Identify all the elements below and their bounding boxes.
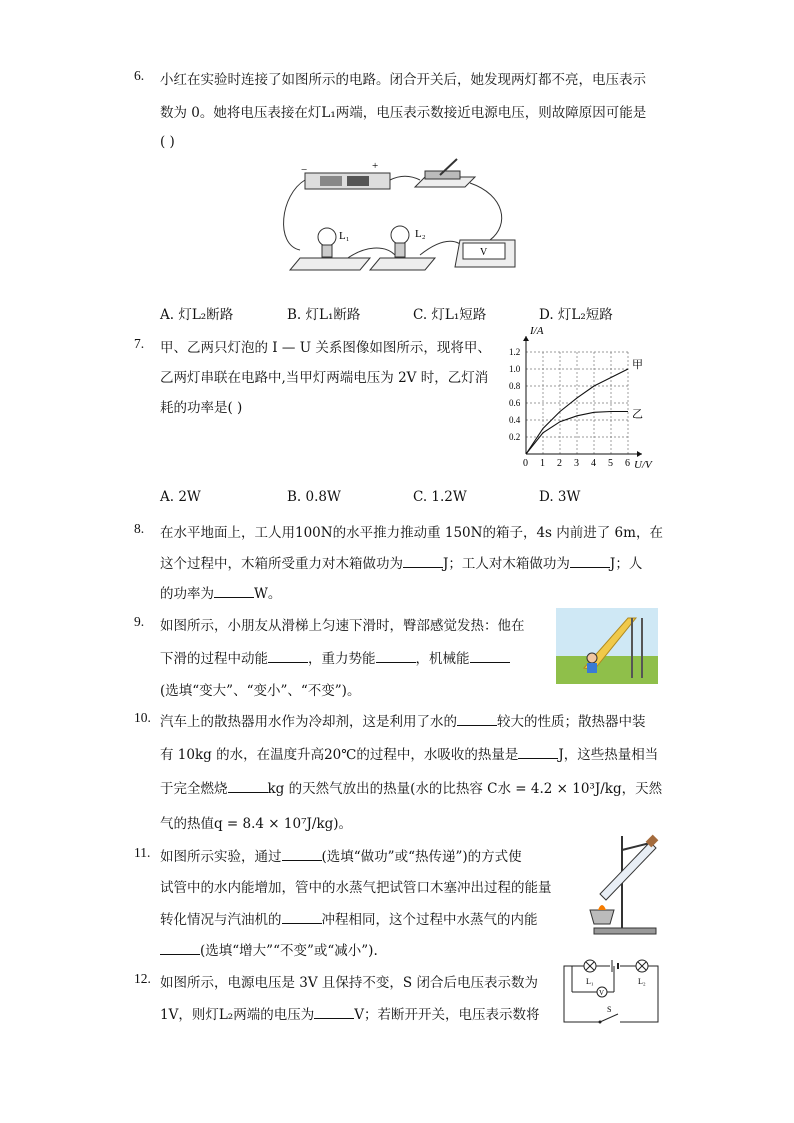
x-tick-label: 6 [625,458,630,469]
q7-option-d[interactable]: D. 3W [539,489,581,505]
x-tick-label: 0 [523,458,528,469]
q7-option-b[interactable]: B. 0.8W [287,489,341,505]
test-tube-figure [584,832,664,937]
q10-number: 10. [134,710,151,725]
q10-blank-1[interactable] [457,713,497,726]
y-tick-label: 1.0 [509,364,521,374]
q8-blank-1[interactable] [403,555,443,568]
q12-line-2: 1V，则灯L₂两端的电压为 V；若断开开关，电压表示数将 [160,1007,540,1023]
q6-line-2: 数为 0。她将电压表接在灯L₁两端，电压表示数接近电源电压，则故障原因可能是 [160,105,647,121]
slide-illustration [556,608,658,684]
y-tick-label: 0.2 [509,432,521,442]
q6-number: 6. [134,68,145,83]
q12-number: 12. [134,971,151,986]
q12-v-label: V [599,989,605,997]
q7-line-1: 甲、乙两只灯泡的 I — U 关系图像如图所示，现将甲、 [160,340,491,356]
y-tick-label: 0.8 [509,381,521,391]
q11-blank-3[interactable] [160,942,200,955]
lamp-1-label: L₁ [339,230,350,242]
battery-plus: + [372,160,379,172]
q7-option-a[interactable]: A. 2W [160,489,201,505]
q11-blank-1[interactable] [282,848,322,861]
q12-blank-1[interactable] [314,1006,354,1019]
q6-option-a[interactable]: A. 灯L₂断路 [160,307,234,323]
y-tick-label: 1.2 [509,347,521,357]
q8-blank-2[interactable] [570,555,610,568]
q12-l1-label: L₁ [586,977,594,986]
q9-blank-3[interactable] [470,650,510,663]
q7-option-c[interactable]: C. 1.2W [413,489,467,505]
x-axis-label: U/V [634,459,652,471]
q7-line-3: 耗的功率是( ) [160,400,243,416]
x-tick-label: 1 [540,458,545,469]
lamp-2-label: L₂ [415,228,426,240]
q11-number: 11. [134,845,151,860]
q11-line-1: 如图所示实验，通过 (选填“做功”或“热传递”)的方式使 [160,849,522,865]
iu-chart [508,322,668,472]
q9-line-3: (选填“变大”、“变小”、“不变”)。 [160,683,361,699]
q7-number: 7. [134,336,145,351]
q9-number: 9. [134,614,145,629]
q9-blank-2[interactable] [376,650,416,663]
battery-minus: − [301,164,308,176]
q8-line-1: 在水平地面上，工人用100N的水平推力推动重 150N的箱子，4s 内前进了 6m，在 [160,525,663,541]
q8-blank-3[interactable] [214,585,254,598]
q10-blank-3[interactable] [228,780,268,793]
q8-line-3: 的功率为 W。 [160,586,282,602]
q11-line-3: 转化情况与汽油机的 冲程相同，这个过程中水蒸气的内能 [160,912,538,928]
series-label-1: 甲 [632,359,643,371]
q10-line-1: 汽车上的散热器用水作为冷却剂，这是利用了水的 较大的性质；散热器中装 [160,714,646,730]
y-axis-arrow [523,336,529,341]
q9-blank-1[interactable] [268,650,308,663]
x-tick-label: 2 [557,458,562,469]
x-tick-label: 3 [574,458,579,469]
q11-blank-2[interactable] [282,911,322,924]
x-axis-arrow [637,451,642,457]
series-label-2: 乙 [632,408,643,421]
q9-line-1: 如图所示，小朋友从滑梯上匀速下滑时，臀部感觉发热：他在 [160,618,525,634]
q8-number: 8. [134,521,145,536]
circuit-figure-q12 [562,958,660,1024]
q6-line-1: 小红在实验时连接了如图所示的电路。闭合开关后，她发现两灯都不亮，电压表示 [160,72,646,88]
q10-line-3: 于完全燃烧 kg 的天然气放出的热量(水的比热容 C水 = 4.2 × 10³J/kg，天然 [160,781,663,797]
q10-blank-2[interactable] [518,746,558,759]
y-tick-label: 0.6 [509,398,521,408]
q6-option-c[interactable]: C. 灯L₁短路 [413,307,487,323]
q12-line-1: 如图所示，电源电压是 3V 且保持不变，S 闭合后电压表示数为 [160,975,538,991]
q11-line-2: 试管中的水内能增加，管中的水蒸气把试管口木塞冲出过程的能量 [160,880,552,896]
q9-line-2: 下滑的过程中动能 ，重力势能 ，机械能 [160,647,510,667]
meter-label: V [480,247,488,258]
circuit-figure-q6 [275,155,530,280]
x-tick-label: 4 [591,458,596,469]
q10-line-2: 有 10kg 的水，在温度升高20℃的过程中，水吸收的热量是 J，这些热量相当 [160,747,659,763]
q6-option-b[interactable]: B. 灯L₁断路 [287,307,361,323]
q8-line-2: 这个过程中，木箱所受重力对木箱做功为 J；工人对木箱做功为 J；人 [160,556,643,572]
q7-line-2: 乙两灯串联在电路中,当甲灯两端电压为 2V 时，乙灯消 [160,370,489,386]
y-tick-label: 0.4 [509,415,521,425]
q11-line-4: (选填“增大”“不变”或“减小”). [160,939,378,959]
q12-s-label: S [607,1005,612,1014]
x-tick-label: 5 [608,458,613,469]
q6-line-3: ( ) [160,134,175,150]
q6-option-d[interactable]: D. 灯L₂短路 [539,307,613,323]
q10-line-4: 气的热值q = 8.4 × 10⁷J/kg)。 [160,816,353,832]
y-axis-label: I/A [530,325,544,337]
q12-l2-label: L₂ [638,977,646,986]
